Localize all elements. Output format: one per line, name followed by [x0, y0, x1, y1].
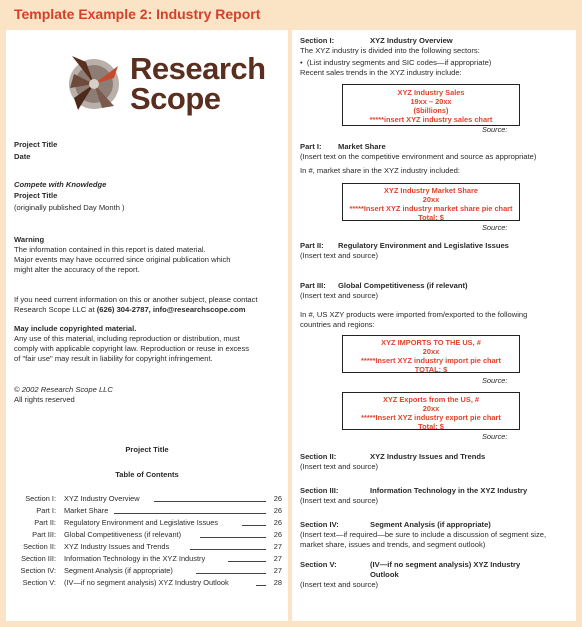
market-share-chart-placeholder	[342, 183, 520, 221]
report-cover-page	[6, 30, 288, 621]
copyright-heading: May include copyrighted material.	[14, 324, 137, 333]
section-5-title: (IV—if no segment analysis) XYZ Industry	[370, 560, 521, 569]
part-3-text: (Insert text and source)	[300, 291, 379, 300]
rights-reserved: All rights reserved	[14, 395, 75, 404]
box-line: Total: $	[418, 422, 444, 431]
contact-line: If you need current information on this or another subject, please contact	[14, 295, 258, 304]
part-1-title: Market Share	[338, 142, 386, 151]
source-label: Source:	[482, 223, 508, 232]
section-4-text-2: market share, issues and trends, and segment outlook)	[300, 540, 486, 549]
source-label: Source:	[482, 376, 508, 385]
box-line: XYZ IMPORTS TO THE US, #	[381, 338, 481, 347]
exports-chart-placeholder	[342, 392, 520, 430]
contact-details: (626) 304-2787, info@researchscope.com	[96, 305, 246, 314]
toc-leader-line	[200, 537, 266, 538]
box-line: 19xx – 20xx	[410, 97, 452, 106]
bullet-item: • (List industry segments and SIC codes—if appropriate)	[300, 58, 492, 67]
copyright-line: Any use of this material, including reproduction or distribution, must	[14, 334, 240, 343]
toc-leader-line	[114, 513, 266, 514]
toc-entry	[14, 518, 282, 528]
toc-label: Section III:	[21, 554, 56, 563]
part-1-label: Part I:	[300, 142, 322, 151]
report-content-page	[292, 30, 576, 621]
research-scope-logo	[64, 48, 266, 120]
warning-heading: Warning	[14, 235, 45, 244]
section-1-text-2: Recent sales trends in the XYZ industry include:	[300, 68, 462, 77]
section-4-label: Section IV:	[300, 520, 339, 529]
toc-label: Section II:	[23, 542, 56, 551]
box-line: TOTAL: $	[414, 365, 448, 374]
section-5-label: Section V:	[300, 560, 337, 569]
part-3-title: Global Competitiveness (if relevant)	[338, 281, 468, 290]
toc-entry	[14, 530, 282, 540]
toc-page: 26	[273, 506, 282, 515]
section-1-title: XYZ Industry Overview	[370, 36, 453, 45]
toc-label: Part I:	[36, 506, 56, 515]
toc-page: 26	[273, 494, 282, 503]
section-2-text: (Insert text and source)	[300, 462, 379, 471]
bullet-text: (List industry segments and SIC codes—if appropriate)	[306, 58, 492, 67]
toc-page: 28	[273, 578, 282, 587]
source-label: Source:	[482, 432, 508, 441]
box-line: Total: $	[418, 213, 444, 222]
toc-page: 27	[273, 542, 282, 551]
box-line: XYZ Exports from the US, #	[382, 395, 480, 404]
box-line: 20xx	[422, 404, 440, 413]
toc-title: Information Technology in the XYZ Industry	[64, 554, 206, 563]
box-line: *****Insert XYZ industry export pie chart	[361, 413, 501, 422]
toc-entry	[14, 578, 282, 588]
part-1-text-2: In #, market share in the XYZ industry included:	[300, 166, 460, 175]
toc-leader-line	[256, 585, 266, 586]
date: Date	[14, 152, 31, 161]
part-3-text-3: countries and regions:	[300, 320, 375, 329]
section-4-text: (Insert text—if required—be sure to include a discussion of segment size,	[300, 530, 547, 539]
toc-label: Part III:	[32, 530, 56, 539]
toc-entry	[14, 554, 282, 564]
toc-label: Section V:	[22, 578, 56, 587]
imports-chart-placeholder	[342, 335, 520, 373]
warning-line: might alter the accuracy of the report.	[14, 265, 140, 274]
section-2-label: Section II:	[300, 452, 337, 461]
toc-title: XYZ Industry Overview	[64, 494, 140, 503]
toc-label: Part II:	[34, 518, 56, 527]
toc-page: 26	[273, 530, 282, 539]
part-2-text: (Insert text and source)	[300, 251, 379, 260]
section-5-text: (Insert text and source)	[300, 580, 379, 589]
toc-heading: Table of Contents	[115, 470, 179, 479]
section-5-title-2: Outlook	[370, 570, 399, 579]
part-1-text: (Insert text on the competitive environment and source as appropriate)	[300, 152, 537, 161]
toc-label: Section IV:	[20, 566, 56, 575]
box-line: 20xx	[422, 195, 440, 204]
toc-title: Market Share	[64, 506, 109, 515]
tagline: Compete with Knowledge	[14, 180, 107, 189]
toc-leader-line	[228, 561, 266, 562]
toc-title: Regulatory Environment and Legislative Issues	[64, 518, 219, 527]
project-title-2: Project Title	[14, 191, 58, 200]
section-3-label: Section III:	[300, 486, 339, 495]
part-3-text-2: In #, US XZY products were imported from/exported to the following	[300, 310, 528, 319]
section-3-title: Information Technology in the XYZ Industry	[370, 486, 528, 495]
toc-entry	[14, 542, 282, 552]
sales-chart-placeholder	[342, 84, 520, 126]
toc-page: 26	[273, 518, 282, 527]
toc-page: 27	[273, 554, 282, 563]
contact-line-2	[14, 305, 246, 315]
box-line: 20xx	[422, 347, 440, 356]
box-line: *****insert XYZ industry sales chart	[369, 115, 493, 124]
originally-published: (originally published Day Month )	[14, 203, 125, 212]
logo-word-1: Research	[130, 51, 266, 86]
project-title: Project Title	[14, 140, 58, 149]
contact-prefix: Research Scope LLC at	[14, 305, 97, 314]
toc-page: 27	[273, 566, 282, 575]
part-2-label: Part II:	[300, 241, 324, 250]
section-4-title: Segment Analysis (if appropriate)	[370, 520, 491, 529]
toc-entry	[14, 566, 282, 576]
toc-label: Section I:	[25, 494, 56, 503]
toc-entry	[14, 494, 282, 504]
copyright-line: comply with applicable copyright law. Reproduction or reuse in excess	[14, 344, 250, 353]
toc-leader-line	[154, 501, 266, 502]
section-2-title: XYZ Industry Issues and Trends	[370, 452, 486, 461]
toc-title: Global Competitiveness (if relevant)	[64, 530, 182, 539]
toc-leader-line	[196, 573, 266, 574]
source-label: Source:	[482, 125, 508, 134]
section-1-label: Section I:	[300, 36, 335, 45]
toc-project-title: Project Title	[125, 445, 169, 454]
page-header-title: Template Example 2: Industry Report	[14, 6, 261, 22]
toc-title: XYZ Industry Issues and Trends	[64, 542, 170, 551]
copyright-line: of "fair use" may result in liability for copyright infringement.	[14, 354, 213, 363]
toc-title: (IV—if no segment analysis) XYZ Industry Outlook	[64, 578, 229, 587]
box-line: XYZ Industry Market Share	[383, 186, 479, 195]
part-2-title: Regulatory Environment and Legislative Issues	[338, 241, 509, 250]
warning-line: Major events may have occurred since original publication which	[14, 255, 231, 264]
section-1-text: The XYZ industry is divided into the following sectors:	[300, 46, 480, 55]
box-line: XYZ Industry Sales	[397, 88, 465, 97]
logo-word-2: Scope	[130, 81, 221, 116]
copyright-notice: © 2002 Research Scope LLC	[14, 385, 113, 394]
toc-leader-line	[190, 549, 266, 550]
toc-leader-line	[242, 525, 266, 526]
part-3-label: Part III:	[300, 281, 326, 290]
box-line: *****Insert XYZ industry market share pie chart	[349, 204, 513, 213]
box-line: ($billions)	[413, 106, 449, 115]
toc-title: Segment Analysis (if appropriate)	[64, 566, 173, 575]
scope-emblem-icon	[64, 48, 126, 116]
toc-entry	[14, 506, 282, 516]
section-3-text: (Insert text and source)	[300, 496, 379, 505]
warning-line: The information contained in this report is dated material.	[14, 245, 206, 254]
box-line: *****Insert XYZ industry import pie chart	[360, 356, 502, 365]
